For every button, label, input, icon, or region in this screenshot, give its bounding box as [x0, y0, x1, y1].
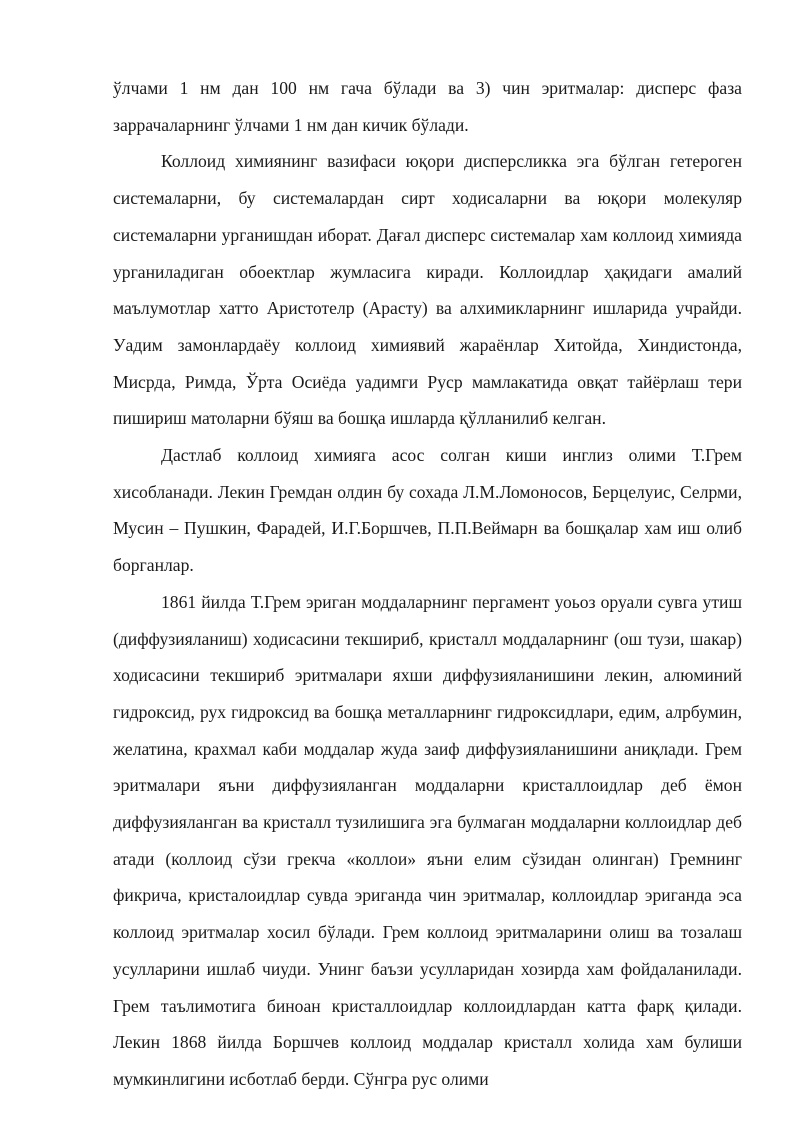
paragraph-continuation: ўлчами 1 нм дан 100 нм гача бўлади ва 3) чин эритмалар: дисперс фаза заррачаларнинг ўлчами 1 нм дан кичик бўлади. [113, 78, 742, 135]
paragraph-graham-founder: Дастлаб коллоид химияга асос солган киши инглиз олими Т.Грем хисобланади. Лекин Гремдан олдин бу сохада Л.М.Ломоносов, Берцелуис, Селрми, Мусин – Пушкин, Фарадей, И.Г.Боршчев, П.П.Веймарн ва бошқалар хам иш олиб борганлар. [113, 445, 742, 576]
paragraph-colloid-chemistry-task: Коллоид химиянинг вазифаси юқори дисперсликка эга бўлган гетероген системаларни, бу системалардан сирт ходисаларни ва юқори молекуляр системаларни урганишдан иборат. Дағал дисперс системалар хам коллоид химияда урганиладиган обоектлар жумласига киради. Коллоидлар ҳақидаги амалий маълумотлар хатто Аристотелр (Арасту) ва алхимикларнинг ишларида учрайди. Уадим замонлардаёу коллоид химиявий жараёнлар Хитойда, Хиндистонда, Мисрда, Римда, Ўрта Осиёда уадимги Руср мамлакатида овқат тайёрлаш тери пишириш матоларни бўяш ва бошқа ишларда қўлланилиб келган. [113, 151, 742, 429]
paragraph-1861-diffusion: 1861 йилда Т.Грем эриган моддаларнинг пергамент уоьоз оруали сувга утиш (диффузияланиш) ходисасини текшириб, кристалл моддаларнинг (ош тузи, шакар) ходисасини текшириб эритмалари яхши диффузияланишини лекин, алюминий гидроксид, рух гидроксид ва бошқа металларнинг гидроксидлари, едим, алрбумин, желатина, крахмал каби моддалар жуда заиф диффузияланишини аниқлади. Грем эритмалари яъни диффузияланган моддаларни кристаллоидлар деб ёмон диффузияланган ва кристалл тузилишига эга булмаган моддаларни коллоидлар деб атади (коллоид сўзи грекча «коллои» яъни елим сўзидан олинган) Гремнинг фикрича, кристалоидлар сувда эриганда чин эритмалар, коллоидлар эриганда эса коллоид эритмалар хосил бўлади. Грем коллоид эритмаларини олиш ва тозалаш усулларини ишлаб чиуди. Унинг баъзи усулларидан хозирда хам фойдаланилади. Грем таълимотига биноан кристаллоидлар коллоидлардан катта фарқ қилади. Лекин 1868 йилда Боршчев коллоид моддалар кристалл холида хам булиши мумкинлигини исботлаб берди. Сўнгра рус олими [113, 591, 742, 1089]
